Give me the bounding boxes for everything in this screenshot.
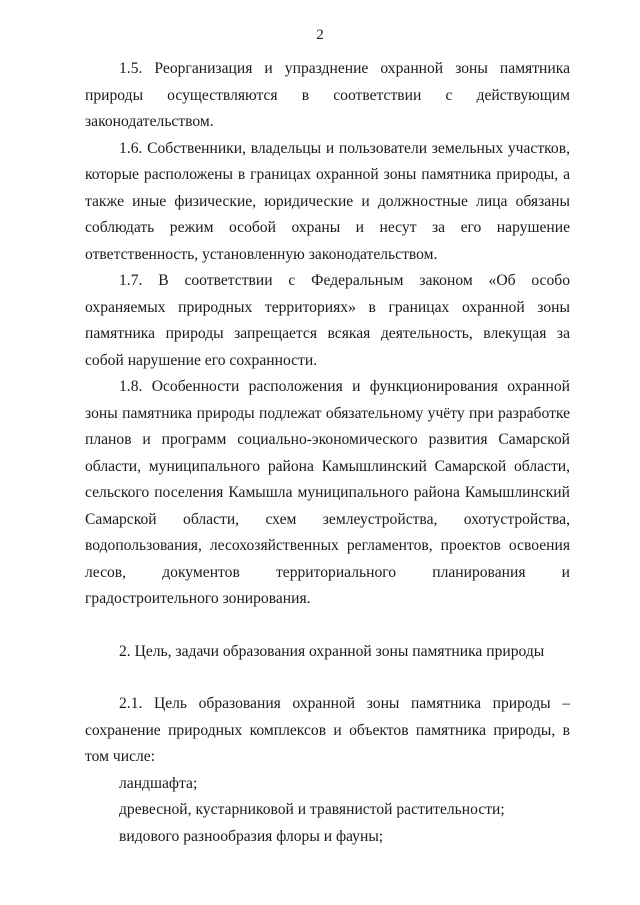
paragraph-1-6: 1.6. Собственники, владельцы и пользователи земельных участков, которые расположены в границах охранной зоны памятника природы, а также иные физические, юридические и должностные лица обязаны соблюдать режим особой охраны и несут за его нарушение ответственность, установленную законодательством. <box>85 139 570 263</box>
spacer <box>85 613 570 639</box>
paragraph-1-5: 1.5. Реорганизация и упразднение охранной зоны памятника природы осуществляются в соответствии с действующим законодательством. <box>85 60 570 130</box>
list-item: древесной, кустарниковой и травянистой растительности; <box>119 801 505 818</box>
page-number: 2 <box>316 27 324 43</box>
paragraph-2-1: 2.1. Цель образования охранной зоны памятника природы – сохранение природных комплексов и объектов памятника природы, в том числе: <box>85 695 570 765</box>
section-2-heading: 2. Цель, задачи образования охранной зоны памятника природы <box>119 642 545 660</box>
spacer <box>85 665 570 691</box>
paragraph-1-7: 1.7. В соответствии с Федеральным законом «Об особо охраняемых природных территориях» в границах охранной зоны памятника природы запрещается всякая деятельность, влекущая за собой нарушение его сохранности. <box>85 272 570 369</box>
list-item: ландшафта; <box>119 774 198 792</box>
paragraph-1-8: 1.8. Особенности расположения и функционирования охранной зоны памятника природы подлежат обязательному учёту при разработке планов и программ социально-экономического развития Самарской области, муниципального района Камышлинский Самарской области, сельского поселения Камышла муниципального района Камышлинский Самарской области, схем землеустройства, охотустройства, водопользования, лесохозяйственных регламентов, проектов освоения лесов, документов территориального планирования и градостроительного зонирования. <box>85 378 570 607</box>
list-item: видового разнообразия флоры и фауны; <box>119 827 384 845</box>
document-body <box>85 56 570 850</box>
